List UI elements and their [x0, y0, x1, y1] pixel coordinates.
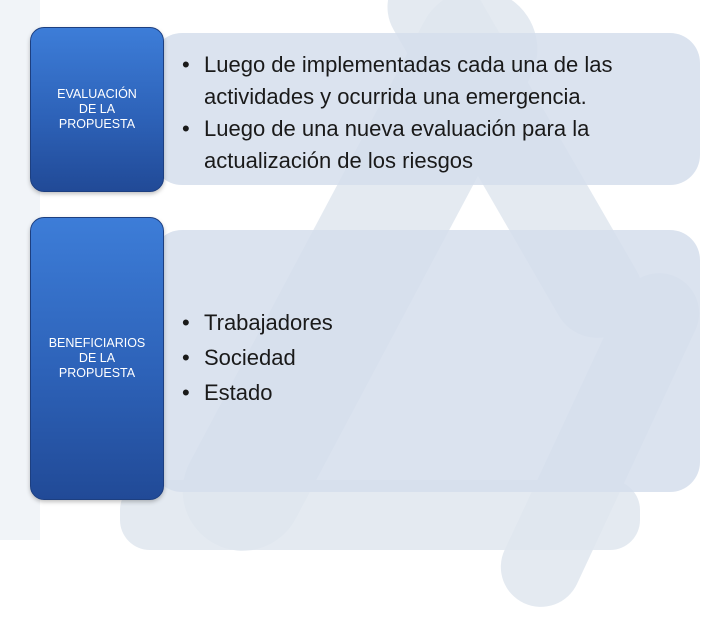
bullet-dot: • — [182, 116, 190, 141]
evaluation-content-box — [152, 33, 700, 185]
bullet-text: Sociedad — [204, 345, 296, 370]
bullet-text: Luego de una nueva evaluación para la actualización de los riesgos — [204, 116, 590, 173]
bullet-item — [182, 113, 692, 177]
bullet-text: Luego de implementadas cada una de las actividades y ocurrida una emergencia. — [204, 52, 613, 109]
bullet-item — [182, 340, 582, 375]
bullet-text: Estado — [204, 380, 273, 405]
beneficiaries-label-box — [30, 217, 164, 500]
evaluation-label: EVALUACIÓN DE LA PROPUESTA — [57, 87, 137, 131]
bullet-dot: • — [182, 52, 190, 77]
beneficiaries-label: BENEFICIARIOS DE LA PROPUESTA — [48, 336, 146, 380]
bullet-dot: • — [182, 345, 190, 370]
bullet-dot: • — [182, 310, 190, 335]
beneficiaries-content-box — [152, 230, 700, 492]
bullet-text: Trabajadores — [204, 310, 333, 335]
bullet-item — [182, 49, 692, 113]
bullet-item — [182, 375, 582, 410]
beneficiaries-bullet-list — [182, 305, 582, 410]
evaluation-bullet-list — [182, 49, 692, 177]
evaluation-label-box — [30, 27, 164, 192]
bullet-dot: • — [182, 380, 190, 405]
bullet-item — [182, 305, 582, 340]
